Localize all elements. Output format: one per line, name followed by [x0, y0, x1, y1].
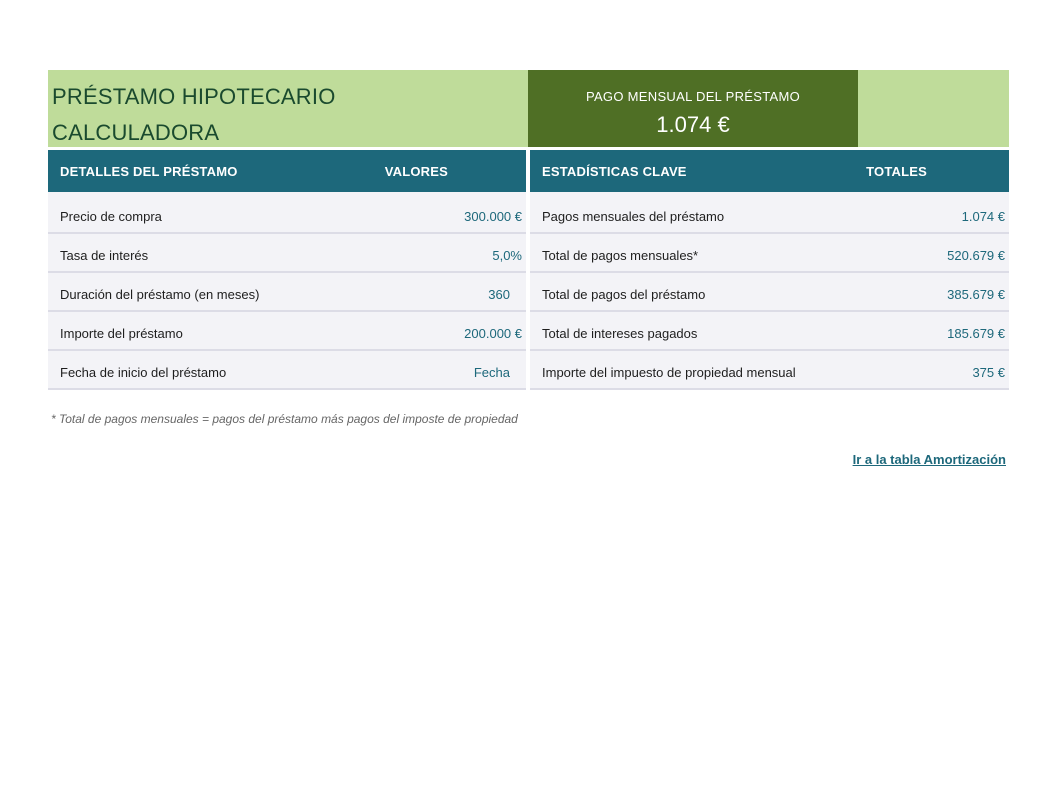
title-line-1: PRÉSTAMO HIPOTECARIO	[52, 84, 336, 109]
row-label: Importe del impuesto de propiedad mensual	[542, 365, 796, 380]
table-row[interactable]	[48, 312, 526, 351]
row-label: Total de intereses pagados	[542, 326, 698, 341]
loan-amount-value[interactable]: 200.000 €	[464, 326, 522, 341]
table-row[interactable]	[530, 312, 1009, 351]
loan-term-value[interactable]: 360	[488, 287, 510, 302]
table-row[interactable]	[530, 273, 1009, 312]
row-label: Fecha de inicio del préstamo	[60, 365, 227, 380]
row-label: Pagos mensuales del préstamo	[542, 209, 725, 224]
row-label: Total de pagos mensuales*	[542, 248, 699, 263]
row-label: Precio de compra	[60, 209, 162, 224]
monthly-payment-label: PAGO MENSUAL DEL PRÉSTAMO	[585, 89, 801, 104]
key-stats-header	[530, 150, 1009, 192]
row-label: Duración del préstamo (en meses)	[60, 287, 260, 302]
row-label: Importe del préstamo	[60, 326, 183, 341]
footnote: * Total de pagos mensuales = pagos del préstamo más pagos del imposte de propiedad	[51, 412, 518, 426]
table-row[interactable]	[48, 234, 526, 273]
page-title	[48, 70, 528, 147]
header-band	[48, 70, 1009, 147]
table-row[interactable]	[48, 192, 526, 234]
table-row[interactable]	[530, 234, 1009, 273]
start-date-value[interactable]: Fecha	[473, 365, 510, 380]
row-label: Total de pagos del préstamo	[542, 287, 706, 302]
monthly-payment-box[interactable]	[528, 70, 858, 147]
key-stats-table	[530, 150, 1009, 390]
key-stats-header-label: ESTADÍSTICAS CLAVE	[542, 163, 687, 179]
loan-details-rows	[48, 192, 526, 390]
amortization-table-link[interactable]: Ir a la tabla Amortización	[852, 452, 1006, 467]
table-row[interactable]	[530, 192, 1009, 234]
table-row[interactable]	[530, 351, 1009, 390]
table-row[interactable]	[48, 273, 526, 312]
loan-details-header-label: DETALLES DEL PRÉSTAMO	[60, 163, 238, 179]
mortgage-calculator-sheet	[48, 70, 1009, 390]
monthly-loan-payments-value: 1.074 €	[961, 209, 1005, 224]
total-monthly-payments-value: 520.679 €	[947, 248, 1005, 263]
key-stats-header-values: TOTALES	[866, 163, 927, 179]
loan-details-header	[48, 150, 526, 192]
interest-rate-value[interactable]: 5,0%	[492, 248, 522, 263]
loan-details-table	[48, 150, 526, 390]
table-row[interactable]	[48, 351, 526, 390]
total-interest-paid-value: 185.679 €	[947, 326, 1005, 341]
monthly-payment-value: 1.074 €	[656, 112, 730, 137]
key-stats-rows	[530, 192, 1009, 390]
total-loan-payments-value: 385.679 €	[947, 287, 1005, 302]
purchase-price-value[interactable]: 300.000 €	[464, 209, 522, 224]
header-fill-cell[interactable]	[858, 70, 1009, 147]
tables-container	[48, 150, 1009, 390]
row-label: Tasa de interés	[60, 248, 149, 263]
loan-details-header-values: VALORES	[384, 163, 448, 179]
title-line-2: CALCULADORA	[52, 120, 220, 145]
monthly-property-tax-value: 375 €	[972, 365, 1005, 380]
